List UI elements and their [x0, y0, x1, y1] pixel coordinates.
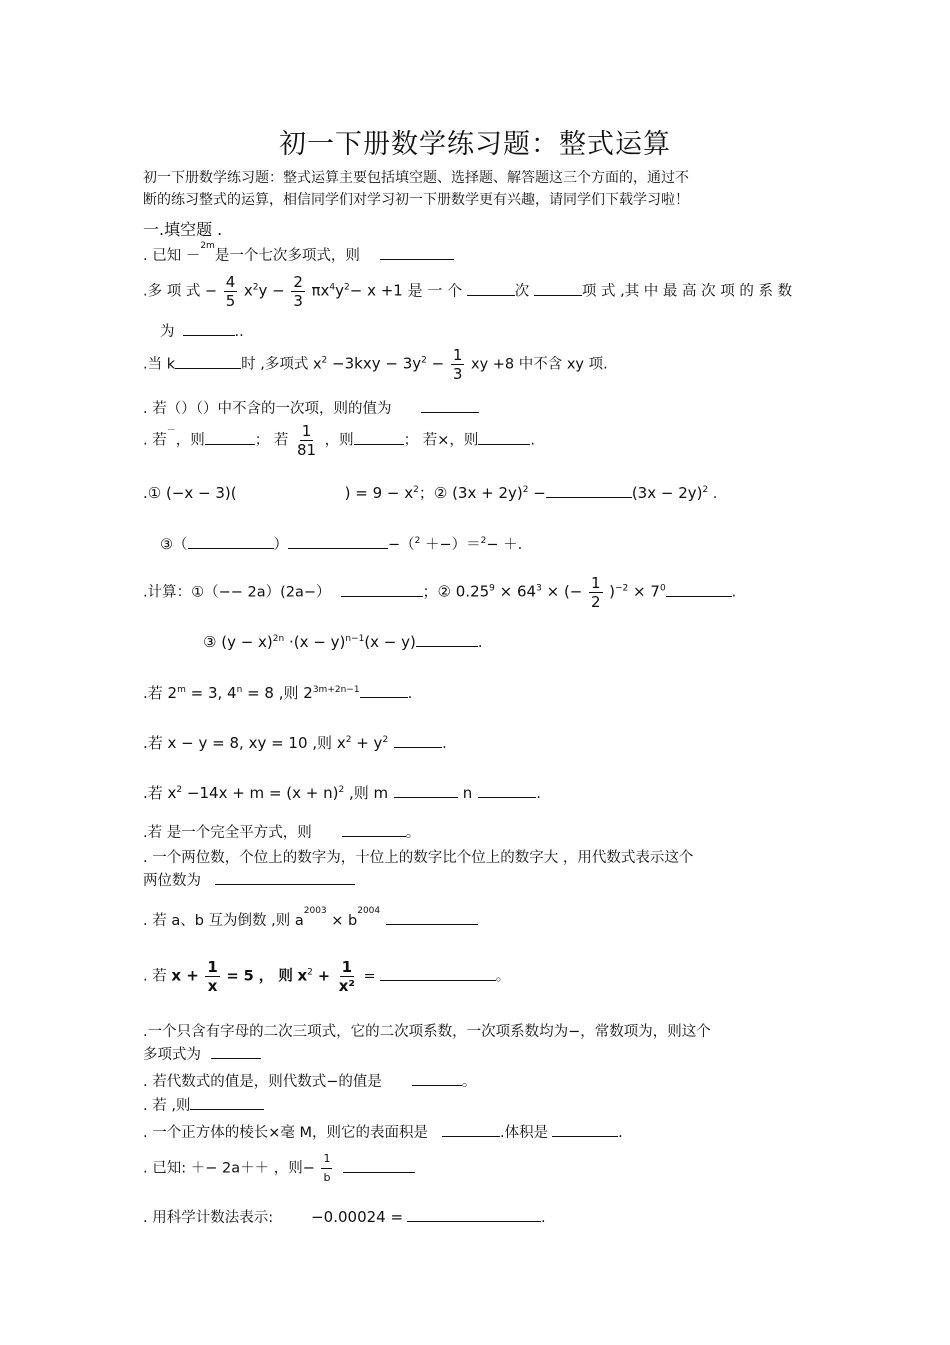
answer-blank[interactable] — [190, 1095, 264, 1110]
answer-blank[interactable] — [394, 783, 458, 798]
answer-blank[interactable] — [188, 534, 274, 549]
fraction: $\frac{1}{2}$ — [590, 574, 601, 611]
intro-paragraph — [143, 167, 783, 211]
question-6: .① (−x − 3)( ) = $9 - x^2$；② $(3x + 2y)^2 - (3x - 2y)^2$ . — [143, 484, 718, 502]
question-20: . 用科学计数法表示: −0.00024 = . — [143, 1208, 546, 1226]
fraction: $\frac{1}{81}$ — [296, 422, 317, 459]
section-heading: 一.填空题 . — [143, 220, 223, 239]
question-13: . 若 a、b 互为倒数 ,则 $a^{2003} \times b^{2004}$ — [143, 909, 478, 930]
fraction: $\frac{2}{3}$ — [293, 273, 303, 310]
answer-blank[interactable] — [407, 1207, 541, 1222]
answer-blank[interactable] — [394, 733, 442, 748]
answer-blank[interactable] — [416, 632, 478, 647]
question-16: . 若代数式的值是，则代数式−的值是 。 — [143, 1070, 476, 1091]
answer-blank[interactable] — [552, 1122, 618, 1137]
fraction: $\frac{1}{b}$ — [323, 1152, 331, 1184]
answer-blank[interactable] — [175, 354, 241, 369]
question-12: . 一个两位数，个位上的数字为，十位上的数字比个位上的数字大 ，用代数式表示这个 — [143, 850, 694, 866]
answer-blank[interactable] — [354, 430, 404, 445]
answer-blank[interactable] — [380, 245, 454, 260]
answer-blank[interactable] — [534, 281, 582, 296]
answer-blank[interactable] — [205, 430, 255, 445]
question-5: . 若－，则 ； 若 $\frac{1}{81}$ ，则 ； 若×，则 . — [143, 422, 536, 459]
answer-blank[interactable] — [386, 910, 478, 925]
question-1: . 已知 －$^{2m}$是一个七次多项式，则 — [143, 244, 454, 265]
page-title: 初一下册数学练习题：整式运算 — [279, 129, 671, 160]
answer-blank[interactable] — [288, 534, 388, 549]
answer-blank[interactable] — [343, 1158, 415, 1173]
answer-blank[interactable] — [341, 582, 423, 597]
question-17: . 若 ,则 — [143, 1094, 264, 1115]
question-12-cont: 两位数为 — [143, 869, 355, 890]
answer-blank[interactable] — [211, 1044, 261, 1059]
answer-blank[interactable] — [478, 430, 530, 445]
question-2-cont: 为 .. — [160, 320, 244, 341]
question-14: . 若 x + $\frac{1}{x}$ = 5 ， 则 $x^2$ + $\frac{1}{\text{x²}}$ = 。 — [143, 958, 511, 995]
question-2: .多 项 式 − $\frac{4}{5}$ $x^2y$ − $\frac{2}{3}$ $\pi x^4y^2- x +1$ 是 一 个 次 项 式 ,其 中 最 高 次 项 的 系 数 — [143, 273, 793, 310]
answer-blank[interactable] — [442, 1122, 500, 1137]
question-6-part3: ③（ ） −（$^2$ ＋−）＝$^2$− ＋. — [160, 533, 522, 554]
fraction: $\frac{1}{\text{x²}}$ — [338, 958, 355, 995]
answer-blank[interactable] — [380, 966, 496, 981]
intro-line-1: 初一下册数学练习题：整式运算主要包括填空题、选择题、解答题这三个方面的，通过不 — [143, 170, 689, 186]
answer-blank[interactable] — [421, 398, 479, 413]
question-15: .一个只含有字母的二次三项式，它的二次项系数，一次项系数均为−，常数项为，则这个 — [143, 1024, 711, 1040]
answer-blank[interactable] — [546, 483, 632, 498]
answer-blank[interactable] — [467, 281, 515, 296]
answer-blank[interactable] — [183, 321, 235, 336]
question-18: . 一个正方体的棱长×毫 M，则它的表面积是 .体积是 . — [143, 1121, 623, 1142]
question-15-cont: 多项式为 — [143, 1043, 261, 1064]
answer-blank[interactable] — [342, 822, 406, 837]
fraction: $\frac{4}{5}$ — [225, 273, 236, 310]
question-19: . 已知: ＋− 2a＋＋ ，则− $\frac{1}{b}$ — [143, 1150, 415, 1187]
answer-blank[interactable] — [360, 683, 408, 698]
question-3: .当 k 时 ,多项式 $x^2 -3kxy - 3y^2$ − $\frac{1}{3}$ xy +8 中不含 xy 项. — [143, 346, 608, 383]
fraction: $\frac{1}{x}$ — [207, 958, 218, 995]
question-8: .若 $2^m = 3$, $4^n = 8$ ,则 $2^{3m+2n-1}$ . — [143, 684, 413, 702]
fraction: $\frac{1}{3}$ — [452, 346, 463, 383]
question-7-part3: ③ $(y - x)^{2n} \cdot(x - y)^{n-1}(x - y)$ . — [203, 633, 483, 651]
answer-blank[interactable] — [478, 783, 536, 798]
question-7: .计算：①（−− 2a）(2a−） ；② $0.25^9 \times 64^3$ × (− $\frac{1}{2}$ )$^{-2} \times 7^0$ . — [143, 574, 737, 611]
question-10: .若 $x^2 -14x + m = (x + n)^2$ ,则 m n . — [143, 784, 541, 802]
answer-blank[interactable] — [666, 582, 732, 597]
question-9: .若 x − y = 8, xy = 10 ,则 $x^2 + y^2$ . — [143, 734, 447, 752]
question-11: .若 是一个完全平方式，则 。 — [143, 821, 420, 842]
question-4: . 若（）（）中不含的一次项，则的值为 — [143, 397, 479, 418]
answer-blank[interactable] — [215, 870, 355, 885]
answer-blank[interactable] — [412, 1071, 462, 1086]
intro-line-2: 断的练习整式的运算，相信同学们对学习初一下册数学更有兴趣，请同学们下载学习啦！ — [143, 192, 689, 208]
